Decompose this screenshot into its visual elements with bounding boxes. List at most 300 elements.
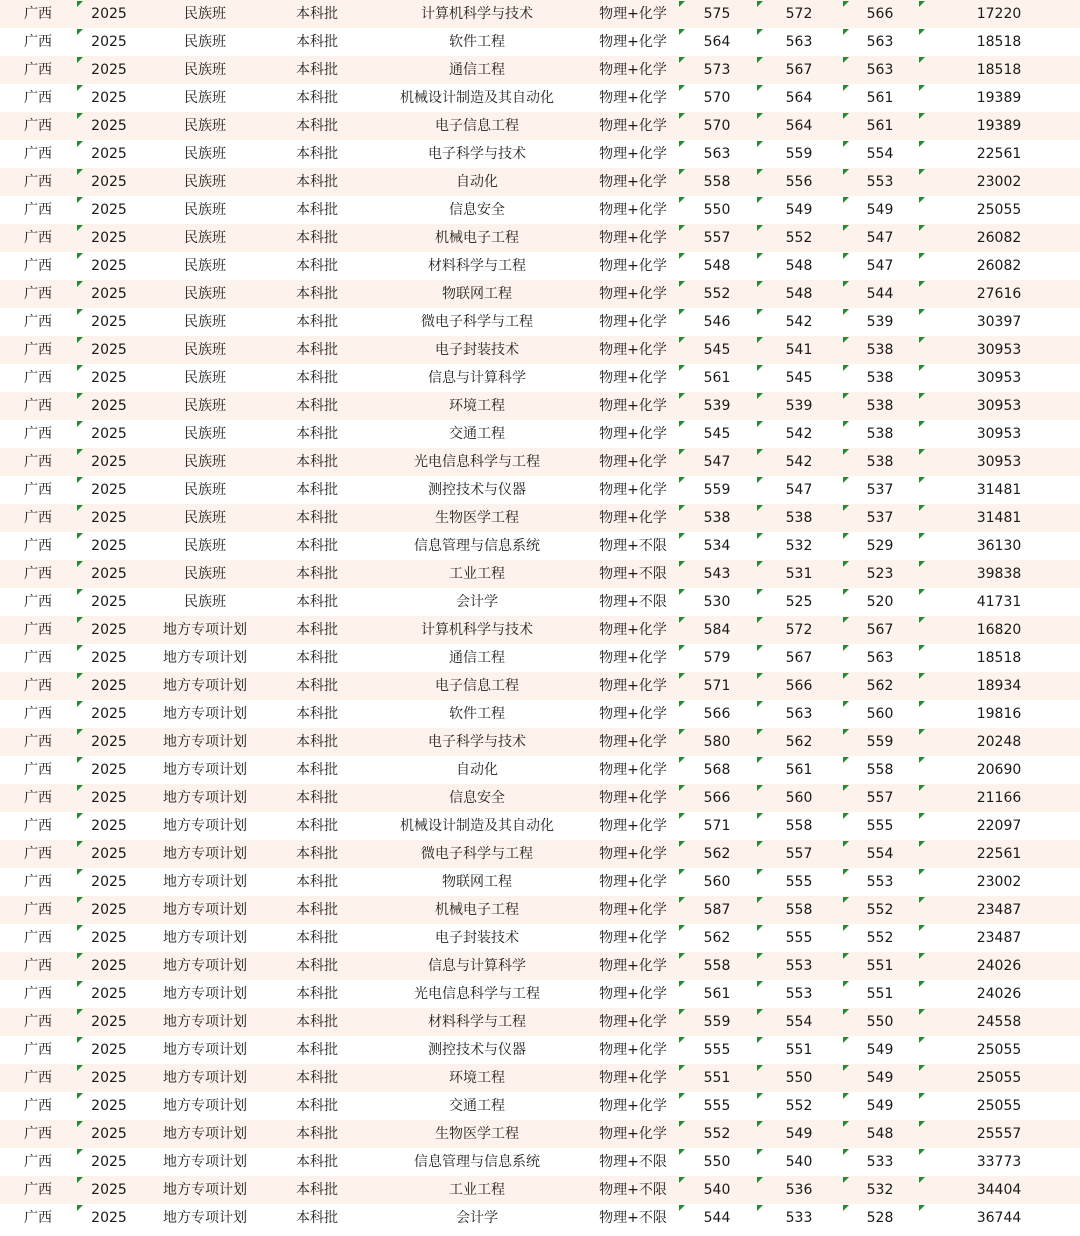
plan-type-cell: 地方专项计划 <box>142 812 268 840</box>
average-score-cell: 545 <box>756 364 842 392</box>
batch-cell: 本科批 <box>268 280 366 308</box>
average-score-cell: 558 <box>756 896 842 924</box>
major-cell: 电子封装技术 <box>366 924 588 952</box>
subject-requirement-cell: 物理+化学 <box>588 224 678 252</box>
average-score-cell: 564 <box>756 112 842 140</box>
lowest-score-cell: 562 <box>842 672 918 700</box>
lowest-score-cell: 539 <box>842 308 918 336</box>
highest-score-cell: 566 <box>678 700 756 728</box>
batch-cell: 本科批 <box>268 784 366 812</box>
batch-cell: 本科批 <box>268 1120 366 1148</box>
table-row <box>0 840 1080 868</box>
subject-requirement-cell: 物理+化学 <box>588 616 678 644</box>
province-cell: 广西 <box>0 280 76 308</box>
major-cell: 信息管理与信息系统 <box>366 532 588 560</box>
table-row <box>0 1148 1080 1176</box>
highest-score-cell: 540 <box>678 1176 756 1204</box>
average-score-cell: 564 <box>756 84 842 112</box>
province-cell: 广西 <box>0 364 76 392</box>
province-cell: 广西 <box>0 196 76 224</box>
province-cell: 广西 <box>0 644 76 672</box>
major-cell: 信息安全 <box>366 196 588 224</box>
highest-score-cell: 580 <box>678 728 756 756</box>
table-row <box>0 672 1080 700</box>
year-cell: 2025 <box>76 868 142 896</box>
year-cell: 2025 <box>76 980 142 1008</box>
average-score-cell: 548 <box>756 280 842 308</box>
lowest-rank-cell: 23487 <box>918 896 1080 924</box>
lowest-score-cell: 537 <box>842 476 918 504</box>
table-row <box>0 448 1080 476</box>
province-cell: 广西 <box>0 728 76 756</box>
highest-score-cell: 587 <box>678 896 756 924</box>
major-cell: 电子信息工程 <box>366 112 588 140</box>
table-row <box>0 952 1080 980</box>
average-score-cell: 557 <box>756 840 842 868</box>
highest-score-cell: 558 <box>678 952 756 980</box>
lowest-score-cell: 544 <box>842 280 918 308</box>
average-score-cell: 567 <box>756 56 842 84</box>
average-score-cell: 561 <box>756 756 842 784</box>
average-score-cell: 572 <box>756 616 842 644</box>
plan-type-cell: 民族班 <box>142 28 268 56</box>
lowest-score-cell: 558 <box>842 756 918 784</box>
batch-cell: 本科批 <box>268 1036 366 1064</box>
subject-requirement-cell: 物理+化学 <box>588 924 678 952</box>
lowest-score-cell: 549 <box>842 1036 918 1064</box>
plan-type-cell: 地方专项计划 <box>142 1204 268 1232</box>
major-cell: 测控技术与仪器 <box>366 476 588 504</box>
average-score-cell: 556 <box>756 168 842 196</box>
batch-cell: 本科批 <box>268 1092 366 1120</box>
subject-requirement-cell: 物理+化学 <box>588 672 678 700</box>
lowest-score-cell: 532 <box>842 1176 918 1204</box>
average-score-cell: 525 <box>756 588 842 616</box>
major-cell: 通信工程 <box>366 644 588 672</box>
province-cell: 广西 <box>0 1204 76 1232</box>
province-cell: 广西 <box>0 224 76 252</box>
province-cell: 广西 <box>0 756 76 784</box>
major-cell: 自动化 <box>366 756 588 784</box>
batch-cell: 本科批 <box>268 952 366 980</box>
table-row <box>0 140 1080 168</box>
average-score-cell: 552 <box>756 224 842 252</box>
average-score-cell: 554 <box>756 1008 842 1036</box>
major-cell: 机械设计制造及其自动化 <box>366 84 588 112</box>
major-cell: 环境工程 <box>366 392 588 420</box>
batch-cell: 本科批 <box>268 308 366 336</box>
table-row <box>0 1092 1080 1120</box>
year-cell: 2025 <box>76 784 142 812</box>
province-cell: 广西 <box>0 1120 76 1148</box>
province-cell: 广西 <box>0 420 76 448</box>
average-score-cell: 532 <box>756 532 842 560</box>
batch-cell: 本科批 <box>268 588 366 616</box>
batch-cell: 本科批 <box>268 756 366 784</box>
highest-score-cell: 566 <box>678 784 756 812</box>
plan-type-cell: 地方专项计划 <box>142 784 268 812</box>
year-cell: 2025 <box>76 392 142 420</box>
highest-score-cell: 573 <box>678 56 756 84</box>
average-score-cell: 551 <box>756 1036 842 1064</box>
highest-score-cell: 562 <box>678 840 756 868</box>
plan-type-cell: 民族班 <box>142 56 268 84</box>
major-cell: 机械电子工程 <box>366 896 588 924</box>
year-cell: 2025 <box>76 1120 142 1148</box>
subject-requirement-cell: 物理+化学 <box>588 644 678 672</box>
province-cell: 广西 <box>0 1064 76 1092</box>
plan-type-cell: 地方专项计划 <box>142 1092 268 1120</box>
average-score-cell: 563 <box>756 28 842 56</box>
year-cell: 2025 <box>76 1092 142 1120</box>
province-cell: 广西 <box>0 392 76 420</box>
subject-requirement-cell: 物理+不限 <box>588 588 678 616</box>
major-cell: 计算机科学与技术 <box>366 616 588 644</box>
batch-cell: 本科批 <box>268 336 366 364</box>
batch-cell: 本科批 <box>268 168 366 196</box>
subject-requirement-cell: 物理+化学 <box>588 84 678 112</box>
table-row <box>0 224 1080 252</box>
batch-cell: 本科批 <box>268 364 366 392</box>
major-cell: 工业工程 <box>366 1176 588 1204</box>
table-row <box>0 616 1080 644</box>
table-row <box>0 700 1080 728</box>
subject-requirement-cell: 物理+不限 <box>588 532 678 560</box>
year-cell: 2025 <box>76 364 142 392</box>
lowest-rank-cell: 36130 <box>918 532 1080 560</box>
lowest-rank-cell: 25557 <box>918 1120 1080 1148</box>
lowest-score-cell: 559 <box>842 728 918 756</box>
batch-cell: 本科批 <box>268 224 366 252</box>
plan-type-cell: 民族班 <box>142 0 268 28</box>
lowest-rank-cell: 17220 <box>918 0 1080 28</box>
year-cell: 2025 <box>76 588 142 616</box>
plan-type-cell: 民族班 <box>142 168 268 196</box>
lowest-rank-cell: 31481 <box>918 476 1080 504</box>
highest-score-cell: 544 <box>678 1204 756 1232</box>
plan-type-cell: 地方专项计划 <box>142 1064 268 1092</box>
province-cell: 广西 <box>0 1092 76 1120</box>
highest-score-cell: 543 <box>678 560 756 588</box>
year-cell: 2025 <box>76 756 142 784</box>
plan-type-cell: 地方专项计划 <box>142 924 268 952</box>
subject-requirement-cell: 物理+化学 <box>588 420 678 448</box>
major-cell: 信息安全 <box>366 784 588 812</box>
lowest-rank-cell: 22561 <box>918 140 1080 168</box>
plan-type-cell: 民族班 <box>142 140 268 168</box>
plan-type-cell: 民族班 <box>142 84 268 112</box>
highest-score-cell: 579 <box>678 644 756 672</box>
lowest-rank-cell: 18934 <box>918 672 1080 700</box>
lowest-score-cell: 554 <box>842 840 918 868</box>
plan-type-cell: 民族班 <box>142 196 268 224</box>
year-cell: 2025 <box>76 1036 142 1064</box>
highest-score-cell: 575 <box>678 0 756 28</box>
major-cell: 微电子科学与工程 <box>366 308 588 336</box>
highest-score-cell: 530 <box>678 588 756 616</box>
major-cell: 材料科学与工程 <box>366 1008 588 1036</box>
plan-type-cell: 民族班 <box>142 336 268 364</box>
average-score-cell: 560 <box>756 784 842 812</box>
major-cell: 电子科学与技术 <box>366 728 588 756</box>
year-cell: 2025 <box>76 952 142 980</box>
highest-score-cell: 571 <box>678 672 756 700</box>
table-row <box>0 196 1080 224</box>
lowest-score-cell: 538 <box>842 336 918 364</box>
subject-requirement-cell: 物理+化学 <box>588 280 678 308</box>
average-score-cell: 562 <box>756 728 842 756</box>
plan-type-cell: 民族班 <box>142 532 268 560</box>
batch-cell: 本科批 <box>268 28 366 56</box>
lowest-score-cell: 551 <box>842 980 918 1008</box>
lowest-score-cell: 561 <box>842 84 918 112</box>
subject-requirement-cell: 物理+化学 <box>588 868 678 896</box>
major-cell: 材料科学与工程 <box>366 252 588 280</box>
lowest-score-cell: 563 <box>842 644 918 672</box>
table-row <box>0 1204 1080 1232</box>
subject-requirement-cell: 物理+化学 <box>588 336 678 364</box>
province-cell: 广西 <box>0 56 76 84</box>
lowest-rank-cell: 16820 <box>918 616 1080 644</box>
table-row <box>0 392 1080 420</box>
plan-type-cell: 民族班 <box>142 364 268 392</box>
highest-score-cell: 546 <box>678 308 756 336</box>
table-row <box>0 1008 1080 1036</box>
table-row <box>0 476 1080 504</box>
province-cell: 广西 <box>0 980 76 1008</box>
average-score-cell: 531 <box>756 560 842 588</box>
batch-cell: 本科批 <box>268 140 366 168</box>
lowest-rank-cell: 36744 <box>918 1204 1080 1232</box>
lowest-rank-cell: 24026 <box>918 952 1080 980</box>
batch-cell: 本科批 <box>268 980 366 1008</box>
highest-score-cell: 550 <box>678 196 756 224</box>
lowest-rank-cell: 34404 <box>918 1176 1080 1204</box>
lowest-score-cell: 560 <box>842 700 918 728</box>
major-cell: 信息管理与信息系统 <box>366 1148 588 1176</box>
major-cell: 光电信息科学与工程 <box>366 980 588 1008</box>
province-cell: 广西 <box>0 616 76 644</box>
lowest-score-cell: 547 <box>842 252 918 280</box>
lowest-rank-cell: 25055 <box>918 1064 1080 1092</box>
batch-cell: 本科批 <box>268 532 366 560</box>
lowest-score-cell: 549 <box>842 1064 918 1092</box>
average-score-cell: 552 <box>756 1092 842 1120</box>
table-row <box>0 924 1080 952</box>
major-cell: 微电子科学与工程 <box>366 840 588 868</box>
year-cell: 2025 <box>76 644 142 672</box>
plan-type-cell: 民族班 <box>142 588 268 616</box>
lowest-score-cell: 548 <box>842 1120 918 1148</box>
major-cell: 机械电子工程 <box>366 224 588 252</box>
lowest-score-cell: 547 <box>842 224 918 252</box>
province-cell: 广西 <box>0 560 76 588</box>
plan-type-cell: 地方专项计划 <box>142 756 268 784</box>
plan-type-cell: 民族班 <box>142 224 268 252</box>
plan-type-cell: 民族班 <box>142 280 268 308</box>
lowest-score-cell: 533 <box>842 1148 918 1176</box>
table-row <box>0 1120 1080 1148</box>
lowest-score-cell: 566 <box>842 0 918 28</box>
average-score-cell: 549 <box>756 196 842 224</box>
average-score-cell: 555 <box>756 868 842 896</box>
lowest-rank-cell: 20248 <box>918 728 1080 756</box>
lowest-rank-cell: 23487 <box>918 924 1080 952</box>
batch-cell: 本科批 <box>268 728 366 756</box>
average-score-cell: 553 <box>756 980 842 1008</box>
plan-type-cell: 民族班 <box>142 308 268 336</box>
subject-requirement-cell: 物理+化学 <box>588 0 678 28</box>
table-row <box>0 504 1080 532</box>
table-row <box>0 756 1080 784</box>
average-score-cell: 555 <box>756 924 842 952</box>
average-score-cell: 567 <box>756 644 842 672</box>
subject-requirement-cell: 物理+化学 <box>588 756 678 784</box>
lowest-rank-cell: 22561 <box>918 840 1080 868</box>
subject-requirement-cell: 物理+化学 <box>588 1120 678 1148</box>
lowest-rank-cell: 18518 <box>918 56 1080 84</box>
lowest-rank-cell: 39838 <box>918 560 1080 588</box>
lowest-rank-cell: 25055 <box>918 1092 1080 1120</box>
batch-cell: 本科批 <box>268 812 366 840</box>
table-row <box>0 868 1080 896</box>
batch-cell: 本科批 <box>268 196 366 224</box>
lowest-score-cell: 567 <box>842 616 918 644</box>
province-cell: 广西 <box>0 1148 76 1176</box>
lowest-rank-cell: 33773 <box>918 1148 1080 1176</box>
year-cell: 2025 <box>76 840 142 868</box>
year-cell: 2025 <box>76 84 142 112</box>
major-cell: 电子科学与技术 <box>366 140 588 168</box>
province-cell: 广西 <box>0 840 76 868</box>
year-cell: 2025 <box>76 700 142 728</box>
lowest-rank-cell: 26082 <box>918 252 1080 280</box>
average-score-cell: 548 <box>756 252 842 280</box>
average-score-cell: 541 <box>756 336 842 364</box>
average-score-cell: 549 <box>756 1120 842 1148</box>
lowest-score-cell: 551 <box>842 952 918 980</box>
batch-cell: 本科批 <box>268 252 366 280</box>
subject-requirement-cell: 物理+化学 <box>588 476 678 504</box>
table-row <box>0 728 1080 756</box>
lowest-score-cell: 520 <box>842 588 918 616</box>
highest-score-cell: 547 <box>678 448 756 476</box>
plan-type-cell: 地方专项计划 <box>142 1176 268 1204</box>
highest-score-cell: 562 <box>678 924 756 952</box>
province-cell: 广西 <box>0 784 76 812</box>
plan-type-cell: 地方专项计划 <box>142 1036 268 1064</box>
subject-requirement-cell: 物理+化学 <box>588 28 678 56</box>
highest-score-cell: 545 <box>678 420 756 448</box>
average-score-cell: 538 <box>756 504 842 532</box>
table-row <box>0 812 1080 840</box>
average-score-cell: 542 <box>756 420 842 448</box>
province-cell: 广西 <box>0 308 76 336</box>
highest-score-cell: 557 <box>678 224 756 252</box>
subject-requirement-cell: 物理+化学 <box>588 392 678 420</box>
year-cell: 2025 <box>76 112 142 140</box>
year-cell: 2025 <box>76 196 142 224</box>
plan-type-cell: 民族班 <box>142 448 268 476</box>
major-cell: 生物医学工程 <box>366 504 588 532</box>
average-score-cell: 542 <box>756 308 842 336</box>
subject-requirement-cell: 物理+化学 <box>588 784 678 812</box>
highest-score-cell: 555 <box>678 1036 756 1064</box>
lowest-rank-cell: 23002 <box>918 168 1080 196</box>
major-cell: 机械设计制造及其自动化 <box>366 812 588 840</box>
province-cell: 广西 <box>0 924 76 952</box>
table-row <box>0 588 1080 616</box>
batch-cell: 本科批 <box>268 476 366 504</box>
province-cell: 广西 <box>0 252 76 280</box>
lowest-score-cell: 538 <box>842 392 918 420</box>
province-cell: 广西 <box>0 1176 76 1204</box>
plan-type-cell: 地方专项计划 <box>142 700 268 728</box>
year-cell: 2025 <box>76 420 142 448</box>
province-cell: 广西 <box>0 672 76 700</box>
lowest-score-cell: 549 <box>842 1092 918 1120</box>
subject-requirement-cell: 物理+化学 <box>588 1036 678 1064</box>
highest-score-cell: 559 <box>678 476 756 504</box>
table-row <box>0 896 1080 924</box>
province-cell: 广西 <box>0 700 76 728</box>
lowest-score-cell: 555 <box>842 812 918 840</box>
batch-cell: 本科批 <box>268 924 366 952</box>
table-row <box>0 784 1080 812</box>
plan-type-cell: 地方专项计划 <box>142 616 268 644</box>
highest-score-cell: 561 <box>678 364 756 392</box>
table-row <box>0 56 1080 84</box>
subject-requirement-cell: 物理+化学 <box>588 56 678 84</box>
highest-score-cell: 563 <box>678 140 756 168</box>
table-row <box>0 1036 1080 1064</box>
plan-type-cell: 地方专项计划 <box>142 1120 268 1148</box>
major-cell: 交通工程 <box>366 1092 588 1120</box>
highest-score-cell: 568 <box>678 756 756 784</box>
highest-score-cell: 558 <box>678 168 756 196</box>
table-row <box>0 252 1080 280</box>
province-cell: 广西 <box>0 0 76 28</box>
plan-type-cell: 地方专项计划 <box>142 1148 268 1176</box>
lowest-rank-cell: 30953 <box>918 364 1080 392</box>
lowest-rank-cell: 30953 <box>918 420 1080 448</box>
plan-type-cell: 地方专项计划 <box>142 672 268 700</box>
table-row <box>0 980 1080 1008</box>
lowest-rank-cell: 30397 <box>918 308 1080 336</box>
highest-score-cell: 570 <box>678 112 756 140</box>
highest-score-cell: 560 <box>678 868 756 896</box>
highest-score-cell: 552 <box>678 280 756 308</box>
year-cell: 2025 <box>76 336 142 364</box>
major-cell: 计算机科学与技术 <box>366 0 588 28</box>
highest-score-cell: 545 <box>678 336 756 364</box>
province-cell: 广西 <box>0 112 76 140</box>
highest-score-cell: 548 <box>678 252 756 280</box>
highest-score-cell: 551 <box>678 1064 756 1092</box>
year-cell: 2025 <box>76 252 142 280</box>
year-cell: 2025 <box>76 924 142 952</box>
major-cell: 电子封装技术 <box>366 336 588 364</box>
highest-score-cell: 555 <box>678 1092 756 1120</box>
table-row <box>0 644 1080 672</box>
subject-requirement-cell: 物理+化学 <box>588 812 678 840</box>
lowest-score-cell: 550 <box>842 1008 918 1036</box>
batch-cell: 本科批 <box>268 1008 366 1036</box>
year-cell: 2025 <box>76 476 142 504</box>
table-row <box>0 560 1080 588</box>
batch-cell: 本科批 <box>268 504 366 532</box>
plan-type-cell: 民族班 <box>142 112 268 140</box>
